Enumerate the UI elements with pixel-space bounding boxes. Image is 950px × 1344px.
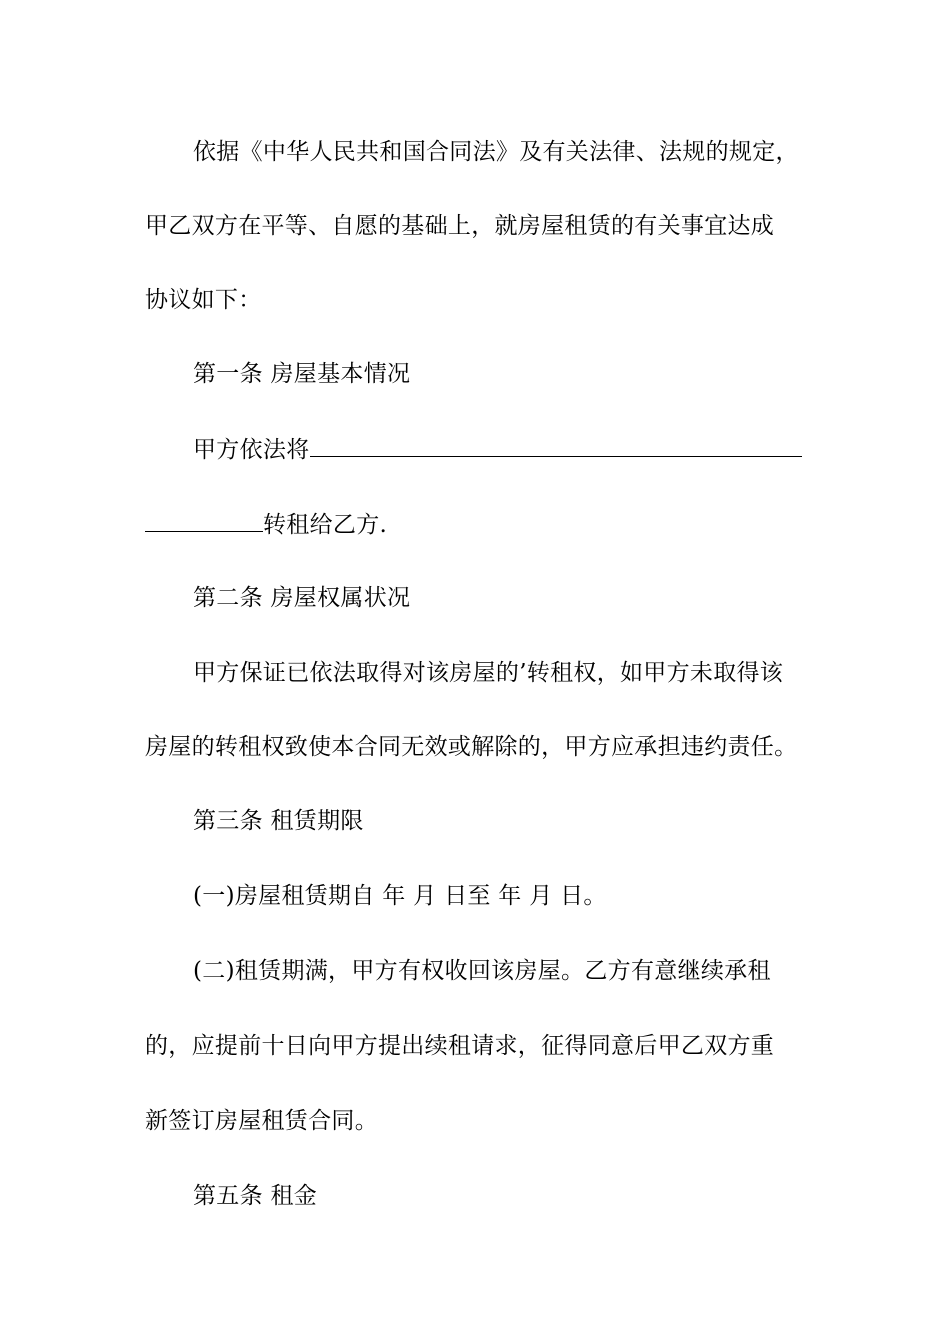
fill-in-blank-address-continued bbox=[145, 509, 263, 532]
paragraph-line-2: 甲乙双方在平等、自愿的基础上，就房屋租赁的有关事宜达成 bbox=[145, 213, 775, 239]
article-3-item-2-line-1: (二)租赁期满，甲方有权收回该房屋。乙方有意继续承租 bbox=[193, 958, 771, 984]
article-3-item-2-line-3: 新签订房屋租赁合同。 bbox=[145, 1108, 378, 1134]
article-1-line-1 bbox=[193, 434, 883, 465]
article-3-item-2-line-2: 的，应提前十日向甲方提出续租请求，征得同意后甲乙双方重 bbox=[145, 1033, 775, 1059]
article-1-heading: 第一条 房屋基本情况 bbox=[193, 361, 411, 387]
article-2-line-2: 房屋的转租权致使本合同无效或解除的，甲方应承担违约责任。 bbox=[145, 734, 798, 760]
article-2-heading: 第二条 房屋权属状况 bbox=[193, 585, 411, 611]
article-1-text-2: 转租给乙方. bbox=[263, 512, 388, 538]
article-2-line-1: 甲方保证已依法取得对该房屋的’转租权，如甲方未取得该 bbox=[193, 660, 784, 686]
article-5-heading: 第五条 租金 bbox=[193, 1183, 318, 1209]
article-1-text-1: 甲方依法将 bbox=[193, 437, 310, 463]
paragraph-line-3: 协议如下： bbox=[145, 287, 262, 313]
fill-in-blank-address bbox=[310, 434, 802, 457]
paragraph-line-1: 依据《中华人民共和国合同法》及有关法律、法规的规定， bbox=[193, 139, 799, 165]
article-3-heading: 第三条 租赁期限 bbox=[193, 808, 364, 834]
article-1-line-2 bbox=[145, 509, 835, 540]
article-3-item-1: (一)房屋租赁期自 年 月 日至 年 月 日。 bbox=[193, 883, 607, 909]
